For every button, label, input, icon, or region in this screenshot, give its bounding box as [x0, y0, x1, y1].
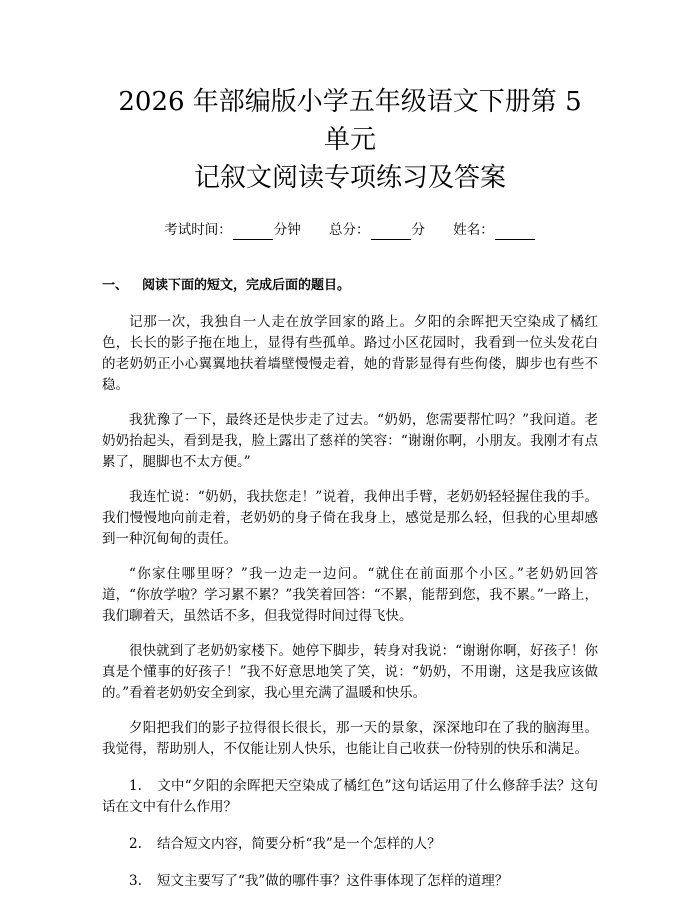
question-text: 短文主要写了“我”做的哪件事？这件事体现了怎样的道理？	[157, 873, 509, 889]
total-score-unit: 分	[411, 222, 425, 238]
passage-paragraph: 很快就到了老奶奶家楼下。她停下脚步，转身对我说：“谢谢你啊，好孩子！你真是个懂事的好孩子！”我不好意思地笑了笑，说：“奶奶，不用谢，这是我应该做的。”看着老奶奶安全到家，我心里充满了温暖和快乐。	[102, 643, 598, 701]
reading-passage	[102, 312, 598, 760]
student-name-blank	[495, 225, 535, 240]
total-score	[329, 220, 425, 240]
passage-paragraph: 记那一次，我独自一人走在放学回家的路上。夕阳的余晖把天空染成了橘红色，长长的影子拖在地上，显得有些孤单。路过小区花园时，我看到一位头发花白的老奶奶正小心翼翼地扶着墙壁慢慢走着，她的背影显得有些佝偻，脚步也有些不稳。	[102, 314, 598, 393]
passage-paragraph: “你家住哪里呀？”我一边走一边问。“就住在前面那个小区。”老奶奶回答道，“你放学啦？学习累不累？”我笑着回答：“不累，能帮到您，我不累。”一路上，我们聊着天，虽然话不多，但我觉得时间过得飞快。	[102, 566, 598, 624]
question-list	[102, 776, 598, 892]
total-score-blank	[371, 225, 411, 240]
question-item	[102, 871, 598, 892]
question-number: 1.	[129, 778, 142, 794]
section-heading	[102, 276, 598, 296]
passage-paragraph: 我连忙说：“奶奶，我扶您走！”说着，我伸出手臂，老奶奶轻轻握住我的手。我们慢慢地向前走着，老奶奶的身子倚在我身上，感觉是那么轻，但我的心里却感到一种沉甸甸的责任。	[102, 489, 598, 547]
title-line-2: 记叙文阅读专项练习及答案	[193, 163, 506, 193]
question-text: 文中“夕阳的余晖把天空染成了橘红色”这句话运用了什么修辞手法？这句话在文中有什么作用？	[102, 778, 598, 815]
passage-paragraph: 夕阳把我们的影子拉得很长很长，那一天的景象，深深地印在了我的脑海里。我觉得，帮助别人，不仅能让别人快乐，也能让自己收获一份特别的快乐和满足。	[102, 720, 598, 757]
question-number: 3.	[129, 873, 142, 889]
exam-time	[164, 220, 301, 240]
title-line-1: 2026 年部编版小学五年级语文下册第 5 单元	[118, 87, 582, 155]
passage-paragraph: 我犹豫了一下，最终还是快步走了过去。“奶奶，您需要帮忙吗？”我问道。老奶奶抬起头，看到是我，脸上露出了慈祥的笑容：“谢谢你啊，小朋友。我刚才有点累了，腿脚也不太方便。”	[102, 412, 598, 470]
student-name-label: 姓名：	[453, 222, 494, 238]
document-title	[102, 0, 598, 197]
exam-time-label: 考试时间：	[164, 222, 232, 238]
student-name	[453, 220, 536, 240]
section-number: 一、	[102, 278, 129, 293]
question-number: 2.	[129, 836, 142, 852]
question-item	[102, 776, 598, 818]
exam-time-blank	[233, 225, 273, 240]
section-instruction: 阅读下面的短文，完成后面的题目。	[142, 278, 351, 293]
exam-info	[102, 220, 598, 240]
total-score-label: 总分：	[329, 222, 370, 238]
exam-time-unit: 分钟	[273, 222, 301, 238]
question-text: 结合短文内容，简要分析“我”是一个怎样的人？	[157, 836, 441, 852]
question-item	[102, 834, 598, 855]
